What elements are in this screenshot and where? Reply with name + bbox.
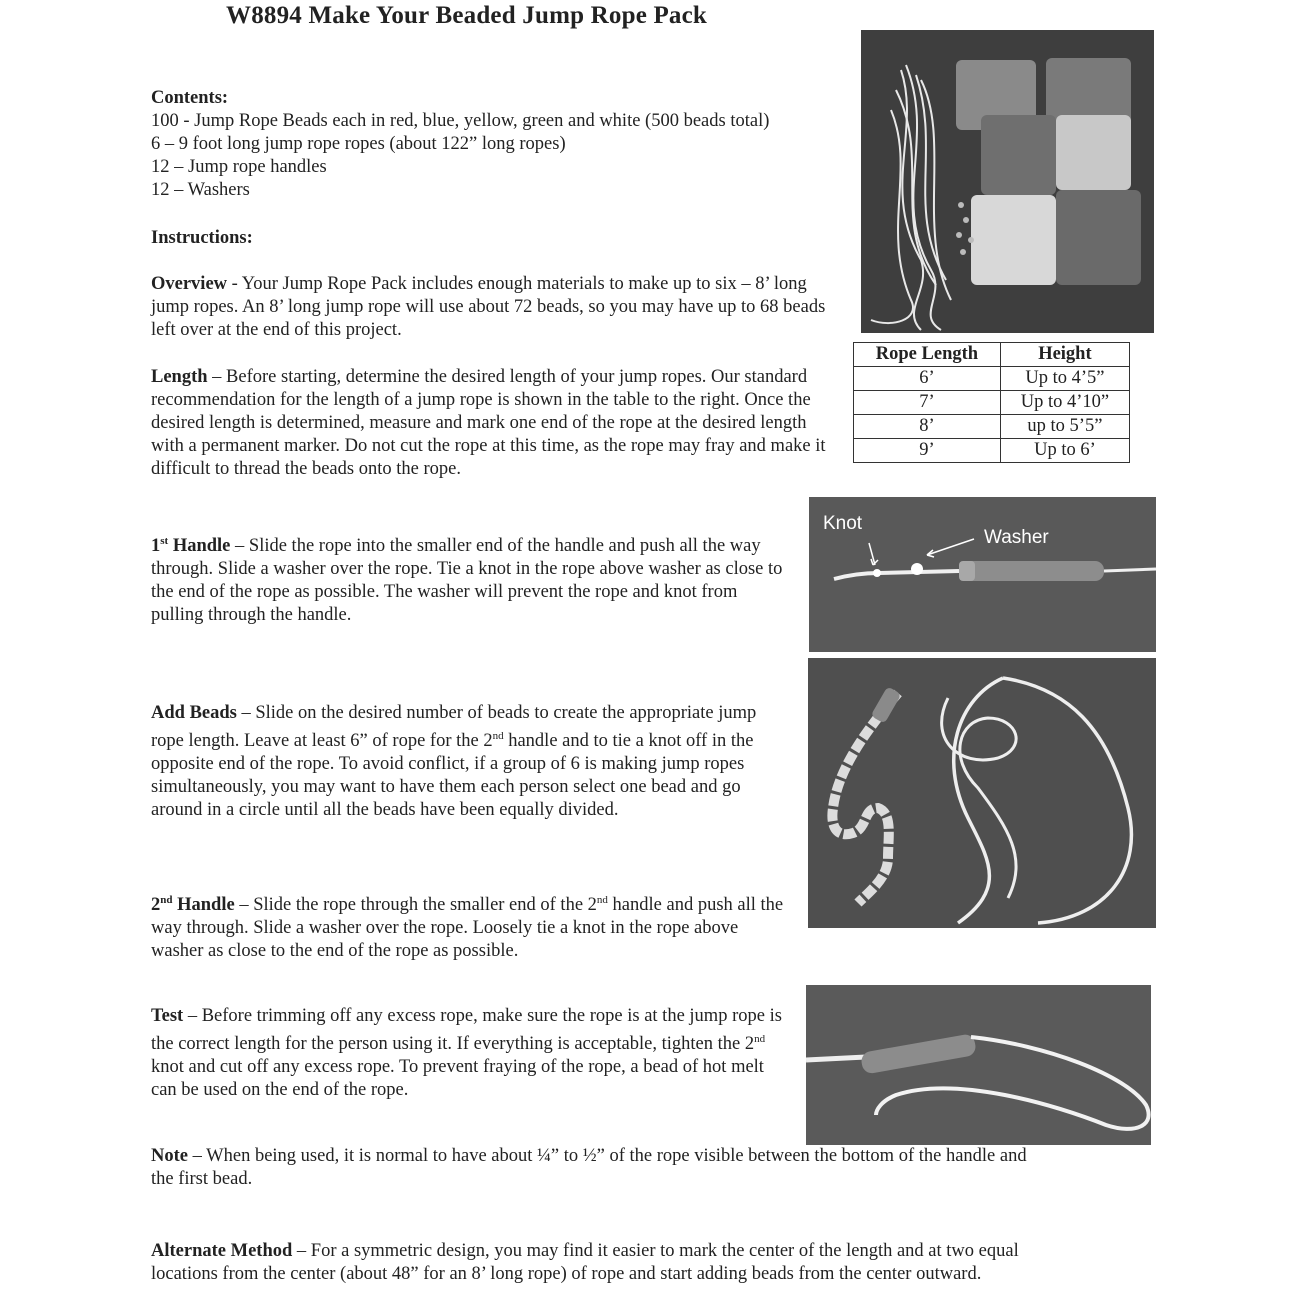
overview-label: Overview bbox=[151, 274, 228, 294]
handle1-num: 1 bbox=[151, 536, 161, 557]
note-text: – When being used, it is normal to have about ¼” to ½” of the rope visible between the bottom of the handle and the first bead. bbox=[151, 1146, 1027, 1189]
test-label: Test bbox=[151, 1006, 184, 1026]
handle2-text-a: – Slide the rope through the smaller end of the 2 bbox=[234, 895, 597, 916]
note-label: Note bbox=[151, 1146, 188, 1166]
add-beads-text-a: – Slide on the desired number of beads to create the appropriate jump rope length. Leave at least 6” of rope for the 2 bbox=[151, 703, 757, 752]
handle-knot-photo bbox=[809, 497, 1156, 652]
contents-item: 12 – Washers bbox=[151, 180, 250, 200]
header-height: Height bbox=[1000, 343, 1129, 367]
knot-label: Knot bbox=[823, 513, 863, 534]
test-paragraph bbox=[151, 1005, 791, 1102]
washer-label: Washer bbox=[984, 527, 1049, 548]
add-beads-text-b: handle and to tie a knot off in the opposite end of the rope. To avoid conflict, if a group of 6 is making jump ropes simultaneously, you may want to have them each person select one bead and go around in a circle until all the beads have been equally divided. bbox=[151, 731, 754, 821]
finished-rope-image bbox=[806, 985, 1151, 1145]
table-row bbox=[854, 439, 1130, 463]
note-paragraph bbox=[151, 1145, 1031, 1191]
handle1-paragraph bbox=[151, 530, 791, 627]
header-rope-length: Rope Length bbox=[854, 343, 1001, 367]
cell-height: Up to 6’ bbox=[1000, 439, 1129, 463]
handle1-sup: st bbox=[160, 535, 169, 547]
overview-paragraph bbox=[151, 273, 841, 342]
table-row bbox=[854, 415, 1130, 439]
contents-section bbox=[151, 87, 851, 202]
length-text: – Before starting, determine the desired length of your jump ropes. Our standard recommendation for the length of a jump rope is shown in the table to the right. Once the desired length is determined, measure and mark one end of the rope at the desired length with a permanent marker. Do not cut the rope at this time, as the rope may fray and make it difficult to thread the beads onto the rope. bbox=[151, 367, 826, 479]
length-label: Length bbox=[151, 367, 208, 387]
table-row bbox=[854, 391, 1130, 415]
beaded-rope-image bbox=[808, 658, 1156, 928]
instructions-heading: Instructions: bbox=[151, 228, 253, 248]
handle2-label: Handle bbox=[172, 895, 235, 916]
alternate-label: Alternate Method bbox=[151, 1241, 293, 1261]
handle2-paragraph bbox=[151, 889, 791, 963]
page-title: W8894 Make Your Beaded Jump Rope Pack bbox=[226, 2, 708, 29]
pack-contents-image bbox=[861, 30, 1154, 333]
test-text-a: – Before trimming off any excess rope, make sure the rope is at the jump rope is the correct length for the person using it. If everything is acceptable, tighten the 2 bbox=[151, 1006, 782, 1055]
finished-rope-photo bbox=[806, 985, 1151, 1145]
table-row bbox=[854, 367, 1130, 391]
alternate-text: – For a symmetric design, you may find it easier to mark the center of the length and at two equal locations from the center (about 48” for an 8’ long rope) of rope and start adding beads from the center outward. bbox=[151, 1241, 1019, 1284]
cell-height: up to 5’5” bbox=[1000, 415, 1129, 439]
test-text-b: knot and cut off any excess rope. To prevent fraying of the rope, a bead of hot melt can be used on the end of the rope. bbox=[151, 1057, 764, 1101]
contents-heading: Contents: bbox=[151, 88, 229, 108]
pack-contents-photo bbox=[861, 30, 1154, 333]
length-paragraph bbox=[151, 366, 841, 481]
cell-length: 9’ bbox=[854, 439, 1001, 463]
alternate-paragraph bbox=[151, 1240, 1031, 1286]
handle2-sup: nd bbox=[160, 894, 173, 906]
rope-length-table bbox=[853, 342, 1130, 463]
test-sup: nd bbox=[754, 1033, 766, 1045]
handle2-text-b: handle and push all the way through. Slide a washer over the rope. Loosely tie a knot in the rope above washer as close to the end of the rope as possible. bbox=[151, 895, 784, 962]
contents-item: 100 - Jump Rope Beads each in red, blue, yellow, green and white (500 beads total) bbox=[151, 111, 770, 131]
overview-text: - Your Jump Rope Pack includes enough materials to make up to six – 8’ long jump ropes. An 8’ long jump rope will use about 72 beads, so you may have up to 68 beads left over at the end of this project. bbox=[151, 274, 826, 340]
handle2-sup2: nd bbox=[596, 894, 608, 906]
cell-length: 7’ bbox=[854, 391, 1001, 415]
handle2-num: 2 bbox=[151, 895, 161, 916]
handle1-text: – Slide the rope into the smaller end of the handle and push all the way through. Slide a washer over the rope. Tie a knot in the rope above washer as close to the end of the rope as possible. The washer will prevent the rope and knot from pulling through the handle. bbox=[151, 536, 783, 626]
beaded-rope-photo bbox=[808, 658, 1156, 928]
cell-height: Up to 4’10” bbox=[1000, 391, 1129, 415]
contents-item: 12 – Jump rope handles bbox=[151, 157, 327, 177]
contents-item: 6 – 9 foot long jump rope ropes (about 122” long ropes) bbox=[151, 134, 566, 154]
add-beads-sup: nd bbox=[492, 730, 504, 742]
cell-height: Up to 4’5” bbox=[1000, 367, 1129, 391]
add-beads-label: Add Beads bbox=[151, 703, 237, 723]
handle1-label: Handle bbox=[168, 536, 231, 557]
cell-length: 6’ bbox=[854, 367, 1001, 391]
add-beads-paragraph bbox=[151, 702, 791, 822]
table-header-row bbox=[854, 343, 1130, 367]
cell-length: 8’ bbox=[854, 415, 1001, 439]
